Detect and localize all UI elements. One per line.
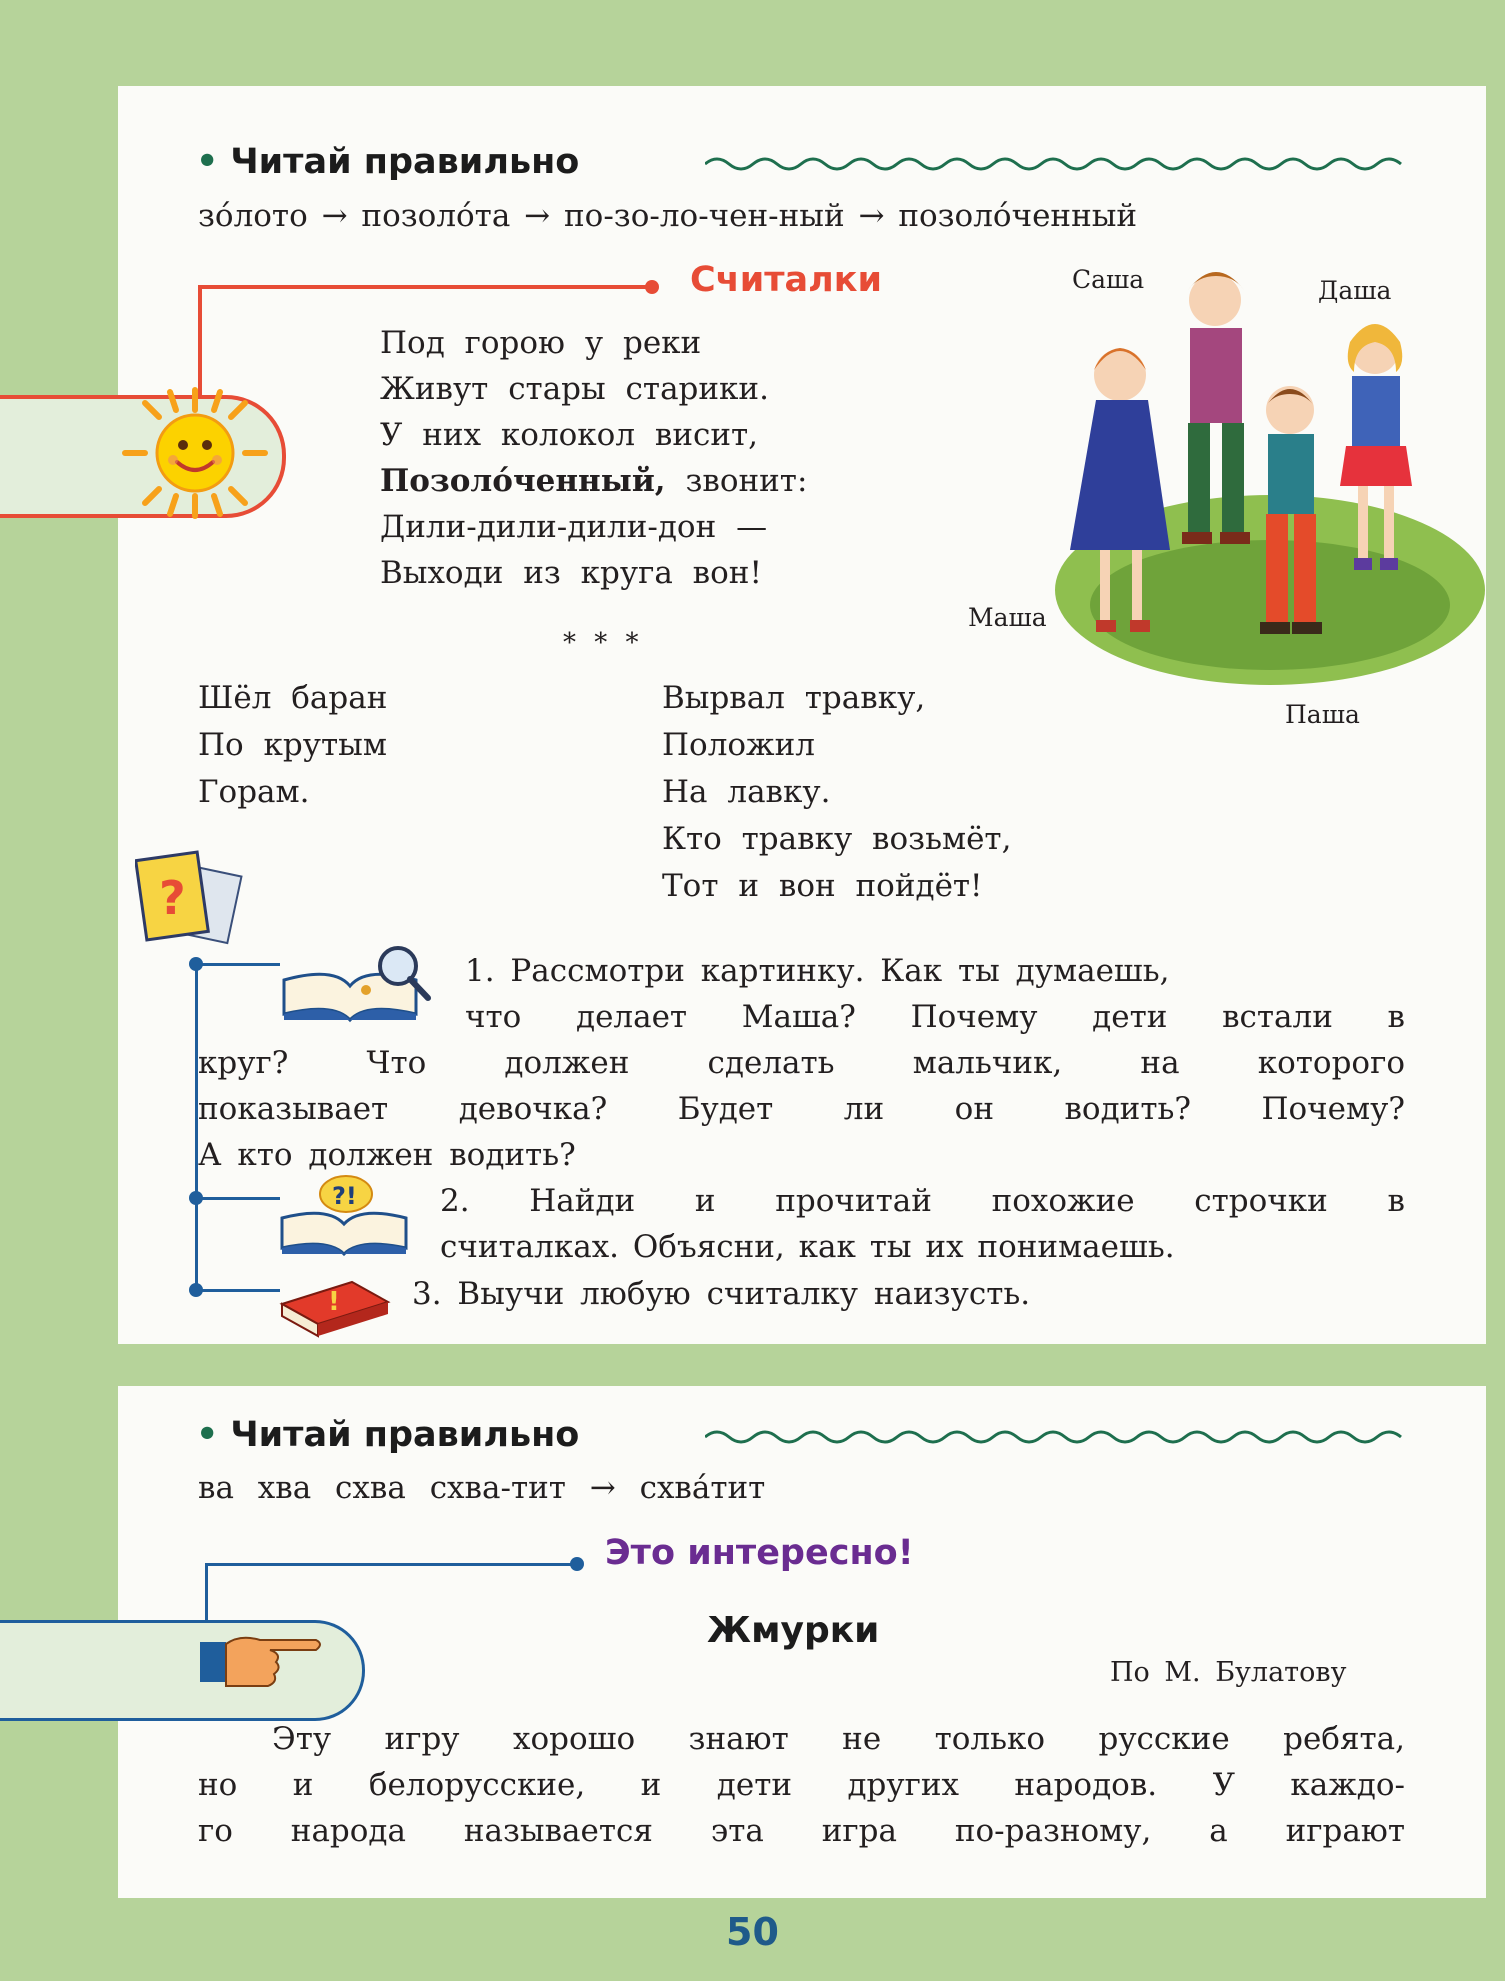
- rhyme2-right-5: Тот и вон пойдёт!: [662, 868, 983, 904]
- rhyme2-left-2: По крутым: [198, 727, 387, 763]
- svg-text:?: ?: [159, 871, 186, 925]
- rhyme1-line-2: Живут стары старики.: [380, 371, 769, 407]
- rhyme2-left-1: Шёл баран: [198, 680, 388, 716]
- rhyme2-right-2: Положил: [662, 727, 815, 763]
- task-connector-2: [200, 1197, 280, 1200]
- paragraph-line-2: но и белорусские, и дети других народов. У каждо-: [198, 1767, 1405, 1803]
- word-breakdown-2: ва хва схва схва-тит → схва́тит: [198, 1470, 766, 1506]
- story-title: Жмурки: [707, 1610, 880, 1651]
- pointing-hand-icon: [196, 1618, 326, 1698]
- task3-line: 3. Выучи любую считалку наизусть.: [412, 1276, 1031, 1312]
- label-pasha: Паша: [1285, 700, 1360, 729]
- stanza-separator: * * *: [563, 628, 639, 658]
- question-note-icon: [135, 848, 255, 948]
- connector-dot: [645, 280, 659, 294]
- task2-line-2: считалках. Объясни, как ты их понимаешь.: [440, 1229, 1175, 1265]
- word-breakdown-1: зо́лото → позоло́та → по-зо-ло-чен-ный → позоло́ченный: [198, 198, 1138, 234]
- rhyme2-left-3: Горам.: [198, 774, 310, 810]
- paragraph-line-1: Эту игру хорошо знают не только русские ребята,: [272, 1721, 1405, 1757]
- interesting-dot: [570, 1557, 584, 1571]
- wavy-underline-1: [705, 152, 1405, 176]
- task2-line-1: 2. Найди и прочитай похожие строчки в: [440, 1183, 1405, 1219]
- rhyme2-right-3: На лавку.: [662, 774, 831, 810]
- rhyme1-line-5: Дили-дили-дили-дон —: [380, 509, 768, 545]
- read-correctly-heading-1: • Читай правильно: [196, 142, 580, 182]
- book-speech-icon: [276, 1172, 426, 1260]
- rhyme2-right-1: Вырвал травку,: [662, 680, 926, 716]
- story-author: По М. Булатову: [1110, 1657, 1347, 1688]
- sun-icon: [105, 378, 285, 528]
- rhyme1-line-3: У них колокол висит,: [380, 417, 759, 453]
- label-masha: Маша: [968, 603, 1047, 632]
- page-number: 50: [726, 1910, 779, 1954]
- interesting-label: Это интересно!: [605, 1533, 914, 1573]
- task1-line-4: показывает девочка? Будет ли он водить? Почему?: [198, 1091, 1405, 1127]
- task1-line-2: что делает Маша? Почему дети встали в: [465, 999, 1405, 1035]
- red-book-icon: [276, 1270, 396, 1340]
- rhyme1-line-6: Выходи из круга вон!: [380, 555, 762, 591]
- task1-line-5: А кто должен водить?: [198, 1137, 576, 1173]
- task1-line-1: 1. Рассмотри картинку. Как ты думаешь,: [465, 953, 1170, 989]
- rhyme1-line-1: Под горою у реки: [380, 325, 702, 361]
- svg-text:?!: ?!: [332, 1182, 357, 1210]
- book-magnifier-icon: [276, 940, 436, 1030]
- paragraph-line-3: го народа называется эта игра по-разному, а играют: [198, 1813, 1405, 1849]
- children-illustration: [1040, 260, 1490, 690]
- rhyme1-line-4: Позоло́ченный, звонит:: [380, 463, 808, 499]
- label-dasha: Даша: [1318, 276, 1392, 305]
- counting-rhymes-title: Считалки: [690, 260, 883, 300]
- rhyme2-right-4: Кто травку возьмёт,: [662, 821, 1012, 857]
- task-connector-3: [200, 1289, 280, 1292]
- label-sasha: Саша: [1072, 265, 1145, 294]
- svg-text:!: !: [328, 1287, 340, 1317]
- wavy-underline-2: [705, 1425, 1405, 1449]
- task-connector-1: [200, 963, 280, 966]
- task1-line-3: круг? Что должен сделать мальчик, на которого: [198, 1045, 1405, 1081]
- read-correctly-heading-2: • Читай правильно: [196, 1415, 580, 1455]
